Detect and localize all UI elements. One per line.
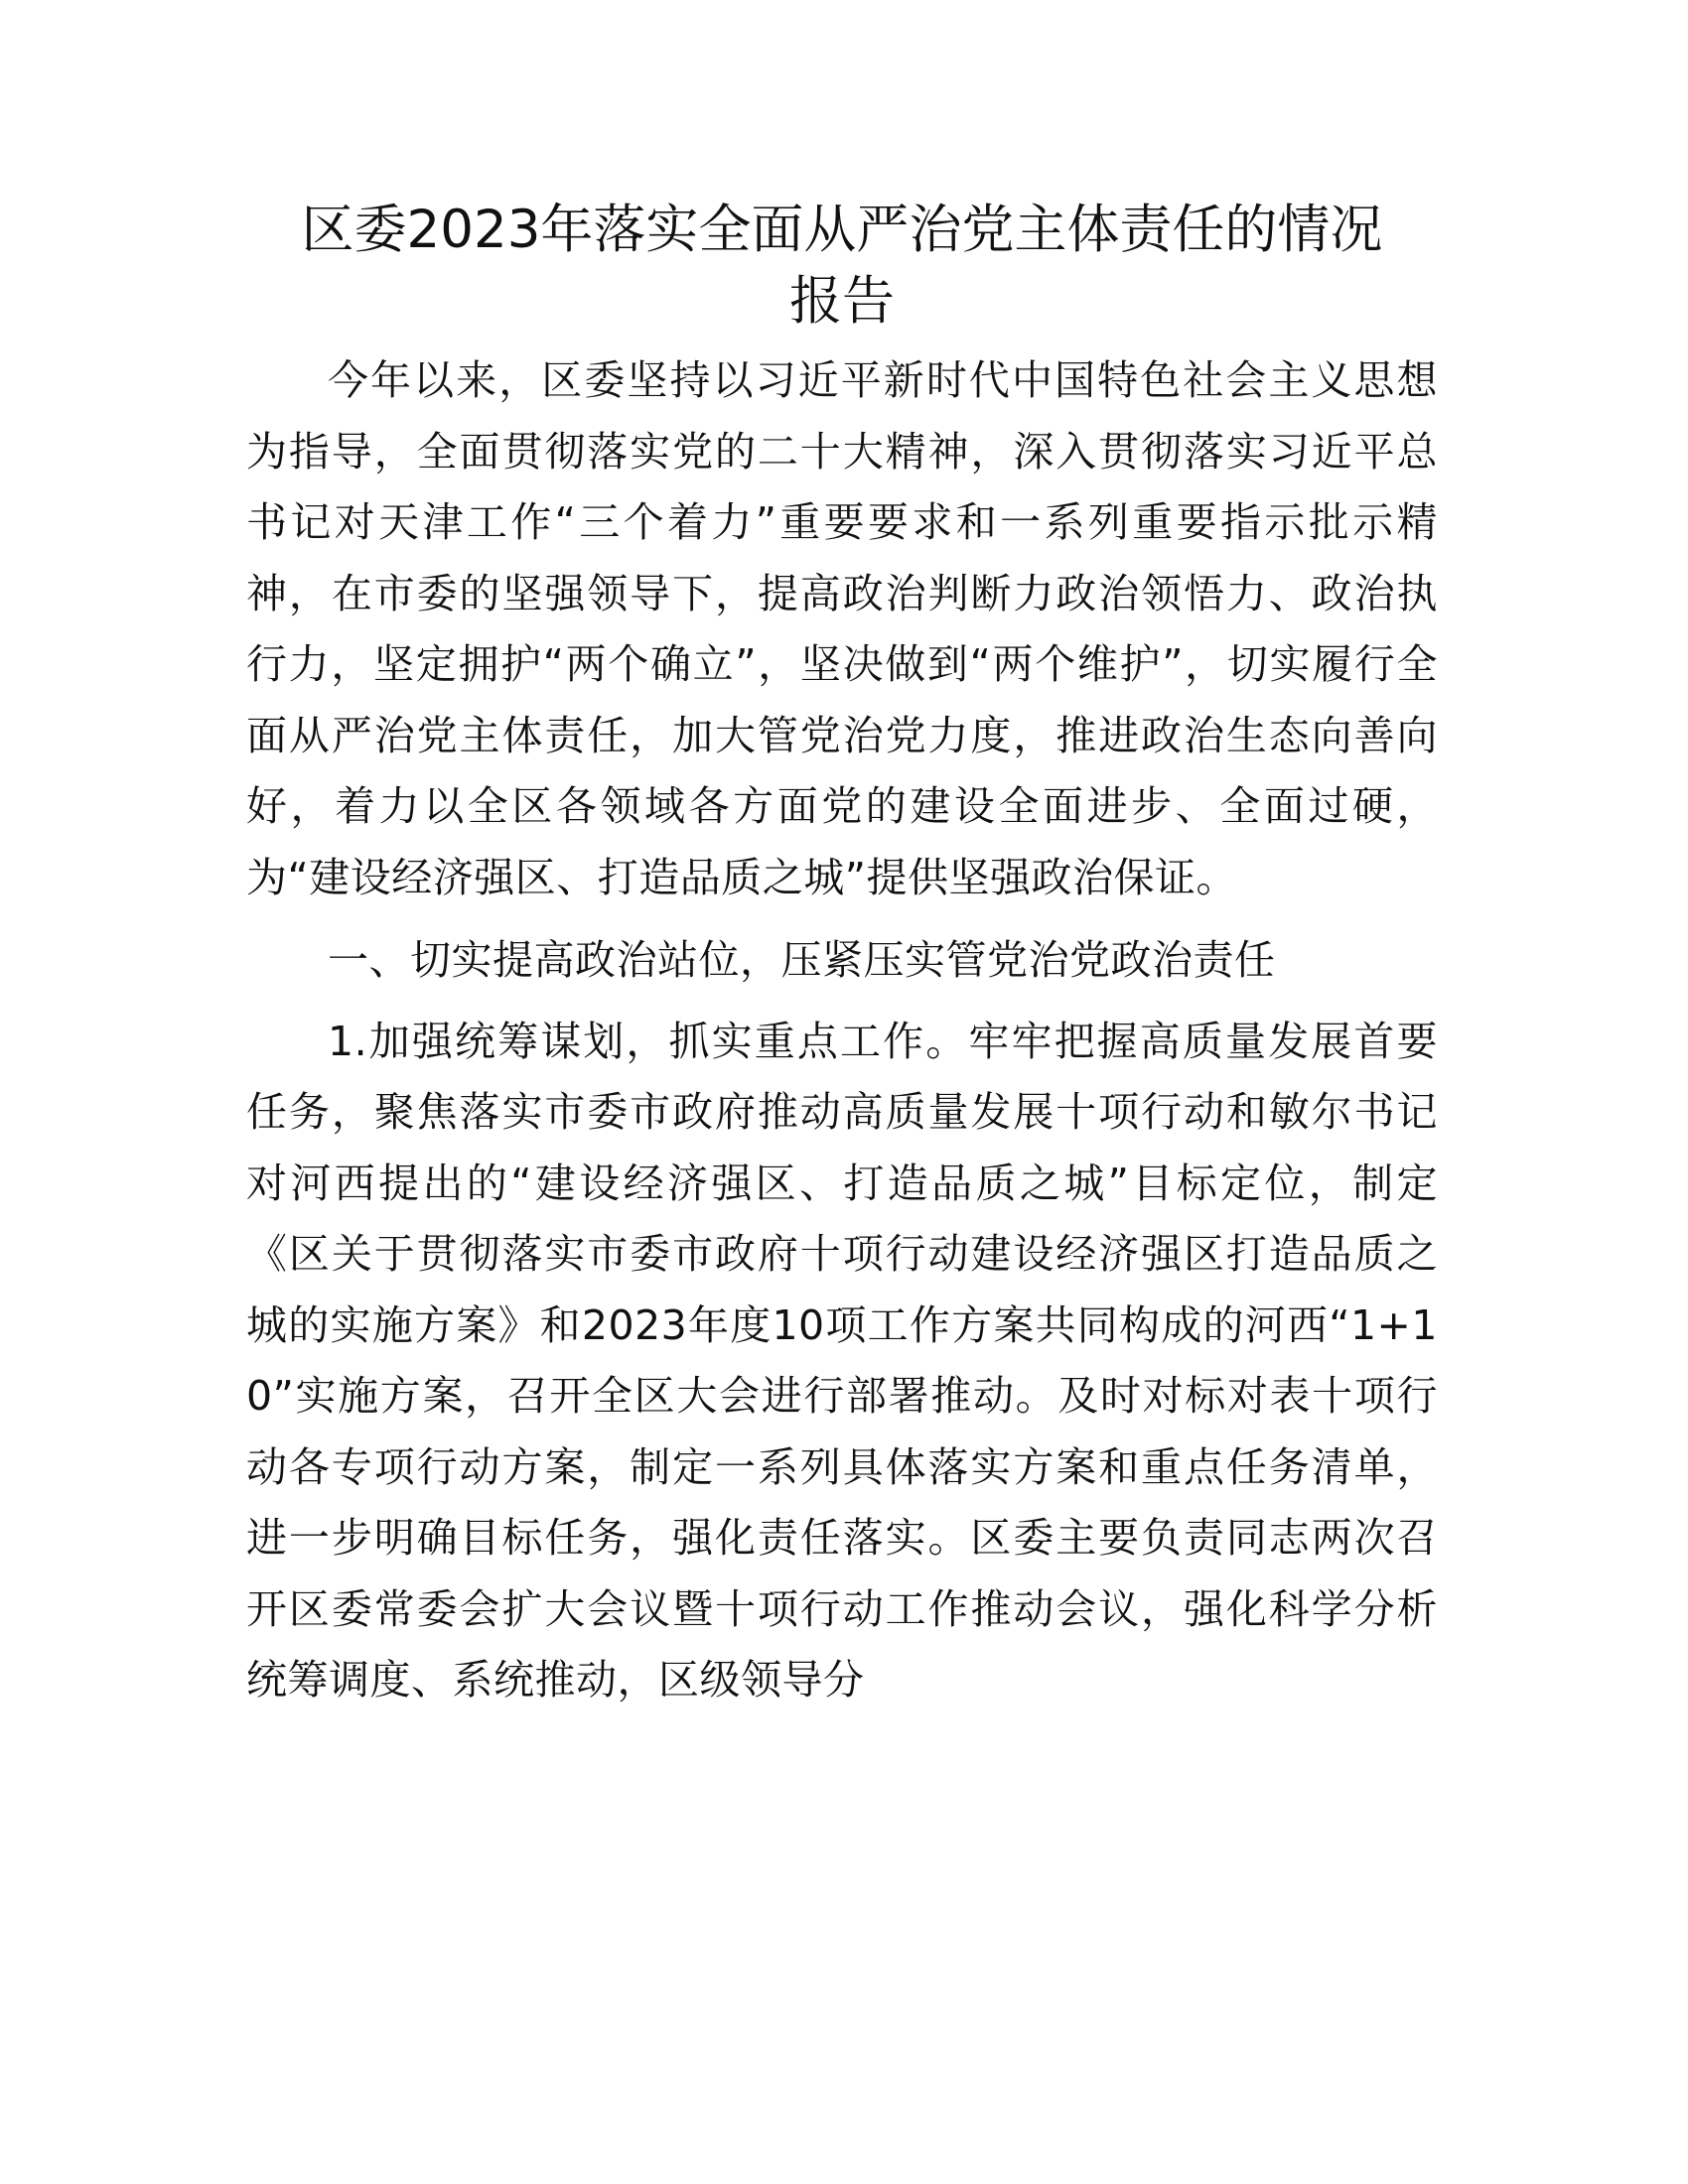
document-title-line-1: 区委2023年落实全面从严治党主体责任的情况 — [301, 200, 1383, 260]
document-title — [246, 195, 1438, 338]
document-body — [246, 345, 1438, 1716]
section-paragraph: 1.加强统筹谋划，抓实重点工作。牢牢把握高质量发展首要任务，聚焦落实市委市政府推动高质量发展十项行动和敏尔书记对河西提出的“建设经济强区、打造品质之城”目标定位，制定《区关于贯彻落实市委市政府十项行动建设经济强区打造品质之城的实施方案》和2023年度10项工作方案共同构成的河西“1+10”实施方案，召开全区大会进行部署推动。及时对标对表十项行动各专项行动方案，制定一系列具体落实方案和重点任务清单，进一步明确目标任务，强化责任落实。区委主要负责同志两次召开区委常委会扩大会议暨十项行动工作推动会议，强化科学分析统筹调度、系统推动，区级领导分 — [246, 1017, 1438, 1704]
intro-paragraph: 今年以来，区委坚持以习近平新时代中国特色社会主义思想为指导，全面贯彻落实党的二十大精神，深入贯彻落实习近平总书记对天津工作“三个着力”重要要求和一系列重要指示批示精神，在市委的坚强领导下，提高政治判断力政治领悟力、政治执行力，坚定拥护“两个确立”，坚决做到“两个维护”，切实履行全面从严治党主体责任，加大管党治党力度，推进政治生态向善向好，着力以全区各领域各方面党的建设全面进步、全面过硬，为“建设经济强区、打造品质之城”提供坚强政治保证。 — [246, 356, 1438, 901]
document-content — [246, 195, 1438, 1716]
document-title-line-2: 报告 — [789, 271, 895, 332]
section-heading: 一、切实提高政治站位，压紧压实管党治党政治责任 — [328, 936, 1276, 984]
